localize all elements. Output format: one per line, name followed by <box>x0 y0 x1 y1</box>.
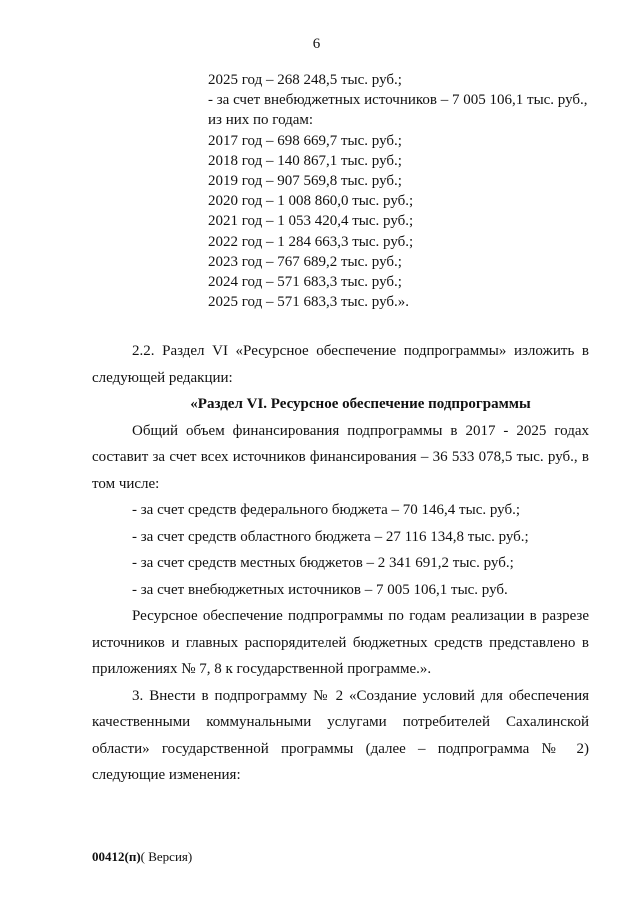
list-line: 2019 год – 907 569,8 тыс. руб.; <box>208 173 402 190</box>
list-line: - за счет внебюджетных источников – 7 005 106,1 тыс. руб., <box>208 92 588 109</box>
funding-by-year-list <box>208 70 608 312</box>
section-2-2-paragraph: 2.2. Раздел VI «Ресурсное обеспечение подпрограммы» изложить в следующей редакции: <box>92 343 589 386</box>
funding-source-item: - за счет средств федерального бюджета – 70 146,4 тыс. руб.; <box>132 502 521 518</box>
list-line: 2025 год – 268 248,5 тыс. руб.; <box>208 72 402 88</box>
footer <box>92 849 192 865</box>
list-line: 2023 год – 767 689,2 тыс. руб.; <box>208 253 402 270</box>
item-3-paragraph: 3. Внести в подпрограмму № 2 «Создание условий для обеспечения качественными коммунальными услугами потребителей Сахалинской области» государственной программы (далее – подпрограмма № 2) следующие изменения: <box>92 687 589 783</box>
funding-source-item: - за счет внебюджетных источников – 7 005 106,1 тыс. руб. <box>132 581 508 598</box>
section-heading: «Раздел VI. Ресурсное обеспечение подпрограммы <box>190 396 531 412</box>
document-body <box>92 338 589 789</box>
list-line: 2022 год – 1 284 663,3 тыс. руб.; <box>208 233 414 250</box>
list-line: 2020 год – 1 008 860,0 тыс. руб.; <box>208 193 414 210</box>
page-number: 6 <box>312 36 321 52</box>
resource-provision-paragraph: Ресурсное обеспечение подпрограммы по годам реализации в разрезе источников и главных распорядителей бюджетных средств представлено в приложениях № 7, 8 к государственной программе.». <box>92 608 589 677</box>
funding-source-item: - за счет средств областного бюджета – 27 116 134,8 тыс. руб.; <box>132 528 529 545</box>
total-funding-paragraph: Общий объем финансирования подпрограммы в 2017 - 2025 годах составит за счет всех источников финансирования – 36 533 078,5 тыс. руб., в том числе: <box>92 422 589 492</box>
document-code: 00412(п) <box>92 849 141 864</box>
list-line: 2025 год – 571 683,3 тыс. руб.». <box>208 294 410 311</box>
list-line: 2018 год – 140 867,1 тыс. руб.; <box>208 152 402 169</box>
list-line: 2021 год – 1 053 420,4 тыс. руб.; <box>208 213 414 230</box>
list-line: 2024 год – 571 683,3 тыс. руб.; <box>208 274 402 291</box>
funding-source-item: - за счет средств местных бюджетов – 2 341 691,2 тыс. руб.; <box>132 555 514 571</box>
list-line: 2017 год – 698 669,7 тыс. руб.; <box>208 132 402 149</box>
list-line: из них по годам: <box>208 112 314 129</box>
document-version: ( Версия) <box>140 849 193 864</box>
